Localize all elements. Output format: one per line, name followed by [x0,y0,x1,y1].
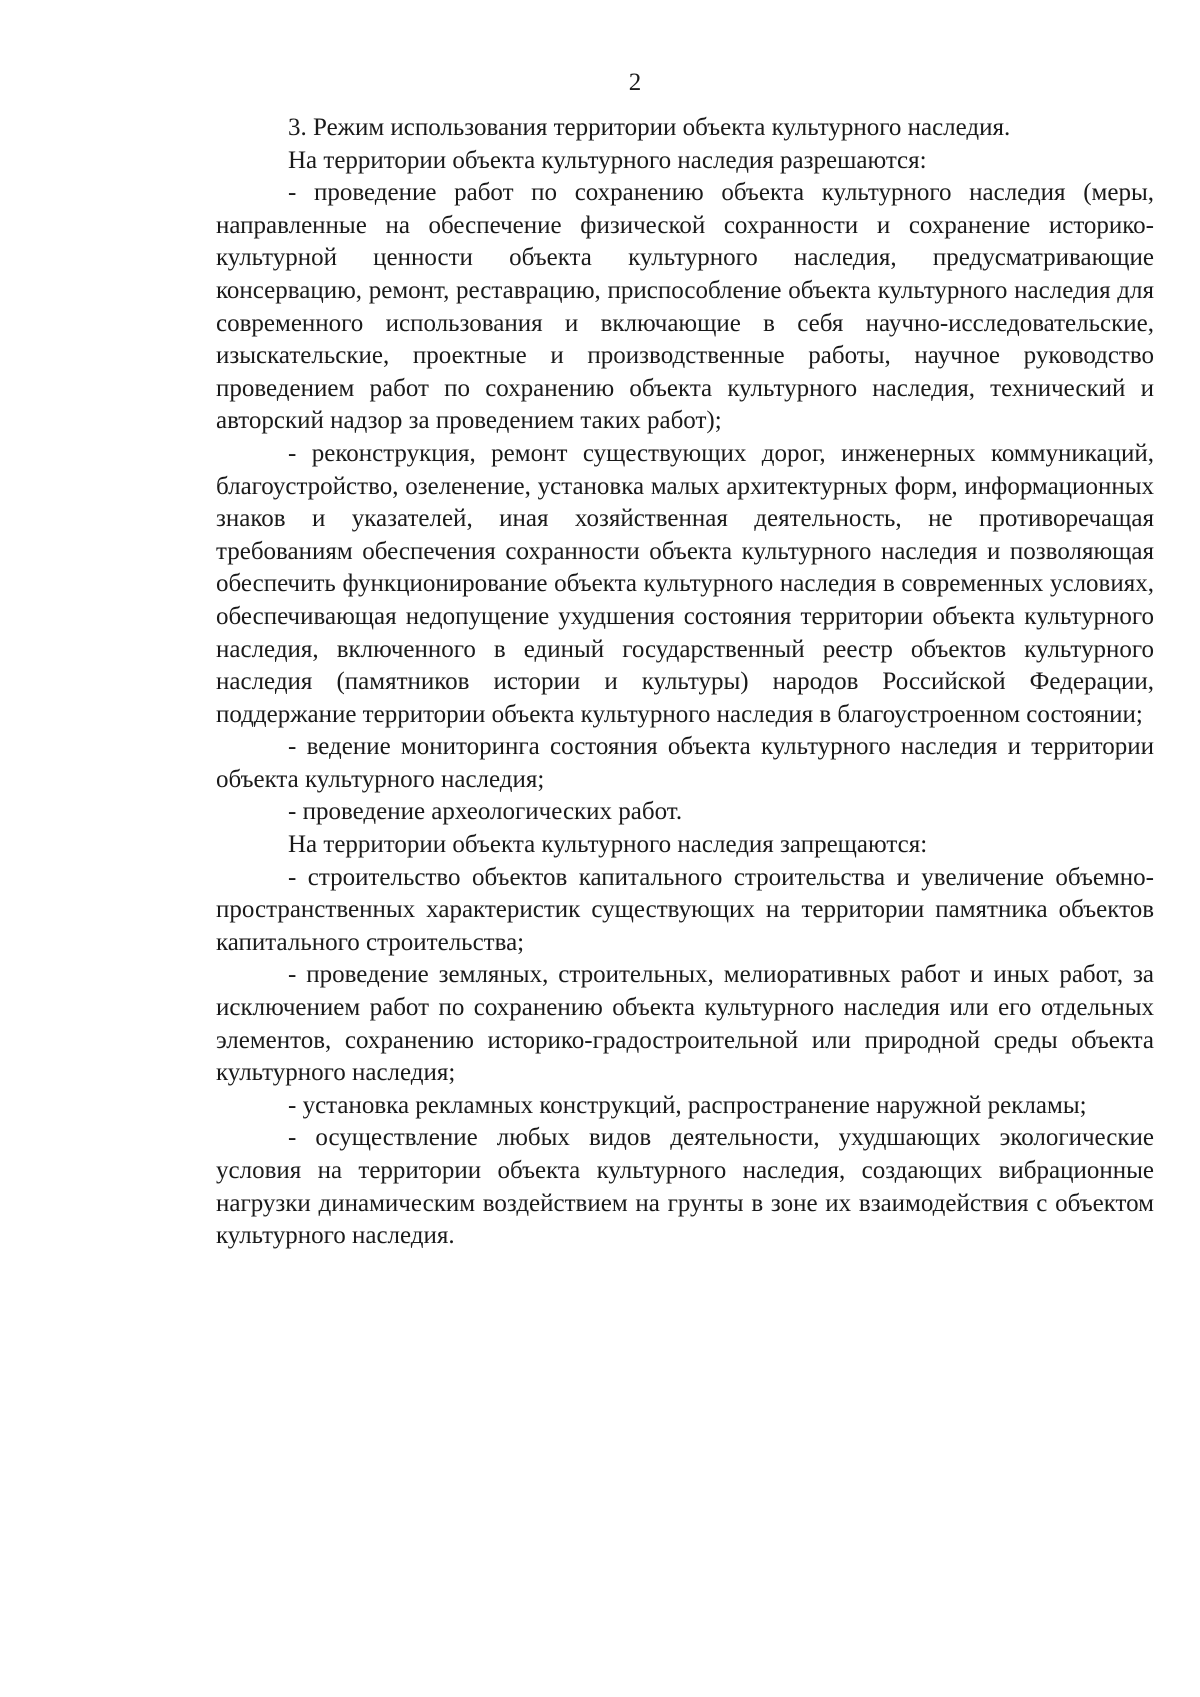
prohibited-intro: На территории объекта культурного наследия запрещаются: [288,831,928,859]
prohibited-item-ecology: - осуществление любых видов деятельности, ухудшающих экологические условия на территории объекта культурного наследия, создающих вибрационные нагрузки динамическим воздействием на грунты в зоне их взаимодействия с объектом культурного наследия. [216,1124,1154,1250]
prohibited-item-construction: - строительство объектов капитального строительства и увеличение объемно-пространственных характеристик существующих на территории памятника объектов капитального строительства; [216,863,1154,956]
page-number: 2 [628,69,642,96]
permitted-intro: На территории объекта культурного наследия разрешаются: [288,146,927,174]
permitted-item-archaeology: - проведение археологических работ. [288,798,683,826]
permitted-item-preservation: - проведение работ по сохранению объекта культурного наследия (меры, направленные на обеспечение физической сохранности и сохранение историко-культурной ценности объекта культурного наследия, предусматривающие консервацию, ремонт, реставрацию, приспособление объекта культурного наследия для современного использования и включающие в себя научно-исследовательские, изыскательские, проектные и производственные работы, научное руководство проведением работ по сохранению объекта культурного наследия, технический и авторский надзор за проведением таких работ); [216,179,1154,435]
permitted-item-monitoring: - ведение мониторинга состояния объекта культурного наследия и территории объекта культурного наследия; [216,733,1154,793]
prohibited-item-advertising: - установка рекламных конструкций, распространение наружной рекламы; [288,1091,1087,1119]
section-heading: 3. Режим использования территории объекта культурного наследия. [288,114,1011,141]
prohibited-item-earthworks: - проведение земляных, строительных, мелиоративных работ и иных работ, за исключением работ по сохранению объекта культурного наследия или его отдельных элементов, сохранению историко-градостроительной или природной среды объекта культурного наследия; [216,961,1154,1087]
document-body [216,112,1154,1253]
permitted-item-reconstruction: - реконструкция, ремонт существующих дорог, инженерных коммуникаций, благоустройство, озеленение, установка малых архитектурных форм, информационных знаков и указателей, иная хозяйственная деятельность, не противоречащая требованиям обеспечения сохранности объекта культурного наследия и позволяющая обеспечить функционирование объекта культурного наследия в современных условиях, обеспечивающая недопущение ухудшения состояния территории объекта культурного наследия, включенного в единый государственный реестр объектов культурного наследия (памятников истории и культуры) народов Российской Федерации, поддержание территории объекта культурного наследия в благоустроенном состоянии; [216,439,1154,728]
